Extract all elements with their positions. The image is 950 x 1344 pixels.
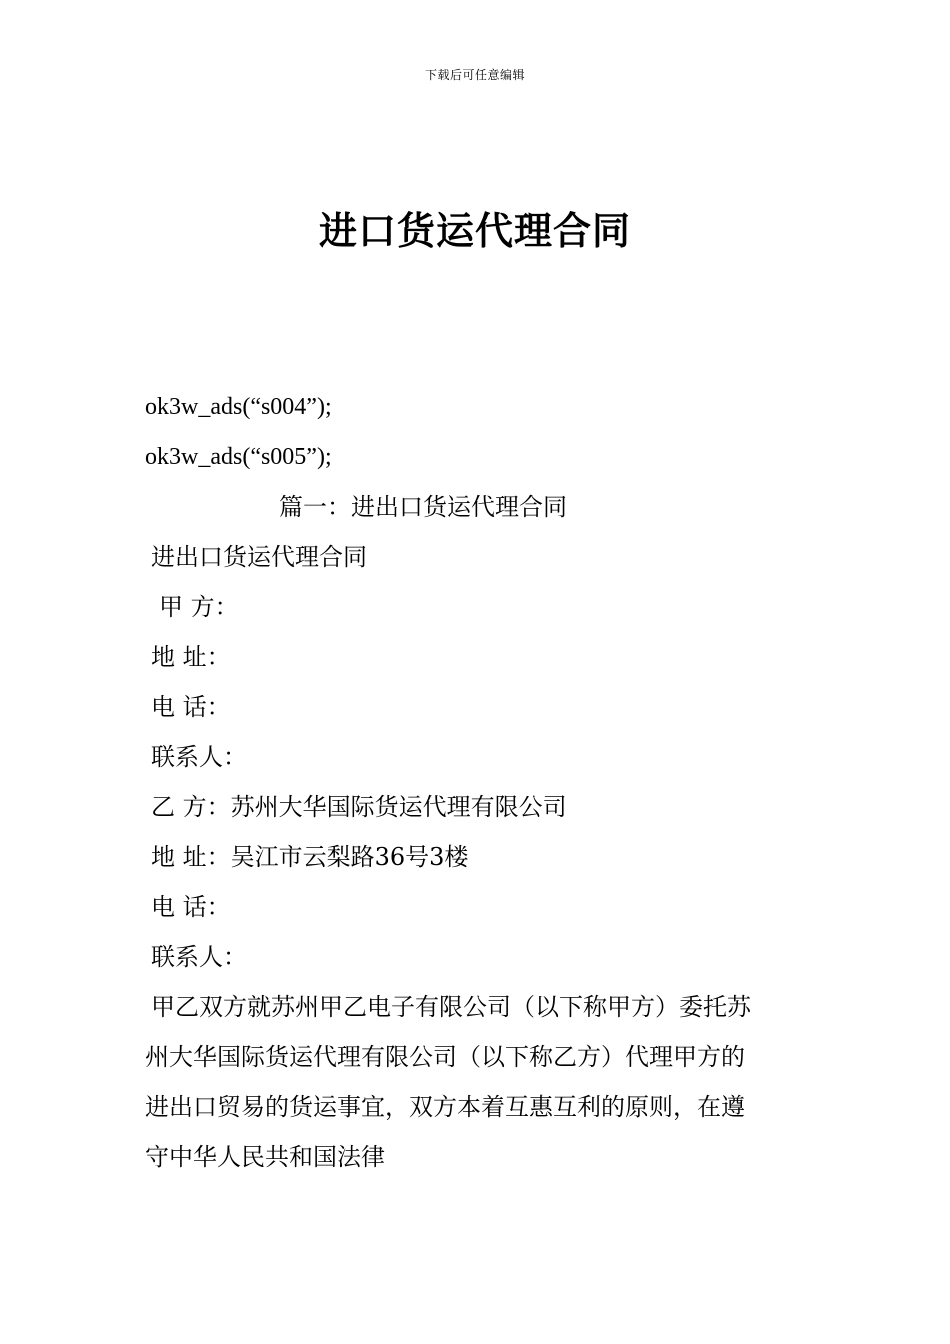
body-paragraph-line: 守中华人民共和国法律 — [145, 1143, 385, 1171]
party-a-address: 地 址： — [151, 643, 231, 671]
body-paragraph-line: 进出口贸易的货运事宜，双方本着互惠互利的原则，在遵 — [145, 1093, 745, 1121]
page-header-note: 下载后可任意编辑 — [424, 68, 525, 82]
body-paragraph-line: 州大华国际货运代理有限公司（以下称乙方）代理甲方的 — [145, 1043, 745, 1071]
ad-script-line: ok3w_ads(“s004”); — [145, 394, 332, 420]
party-b-contact: 联系人： — [151, 943, 247, 971]
party-b-phone: 电 话： — [151, 893, 231, 921]
party-a-label: 甲 方： — [159, 593, 239, 621]
body-paragraph-line: 甲乙双方就苏州甲乙电子有限公司（以下称甲方）委托苏 — [151, 993, 751, 1021]
contract-subtitle: 进出口货运代理合同 — [151, 543, 367, 571]
document-title: 进口货运代理合同 — [318, 208, 631, 253]
section-heading: 篇一：进出口货运代理合同 — [279, 493, 567, 521]
ad-script-line: ok3w_ads(“s005”); — [145, 444, 332, 470]
party-b-address: 地 址：吴江市云梨路36号3楼 — [151, 843, 469, 871]
party-a-contact: 联系人： — [151, 743, 247, 771]
party-a-phone: 电 话： — [151, 693, 231, 721]
document-body — [145, 388, 810, 1188]
party-b-label: 乙 方：苏州大华国际货运代理有限公司 — [151, 793, 567, 821]
